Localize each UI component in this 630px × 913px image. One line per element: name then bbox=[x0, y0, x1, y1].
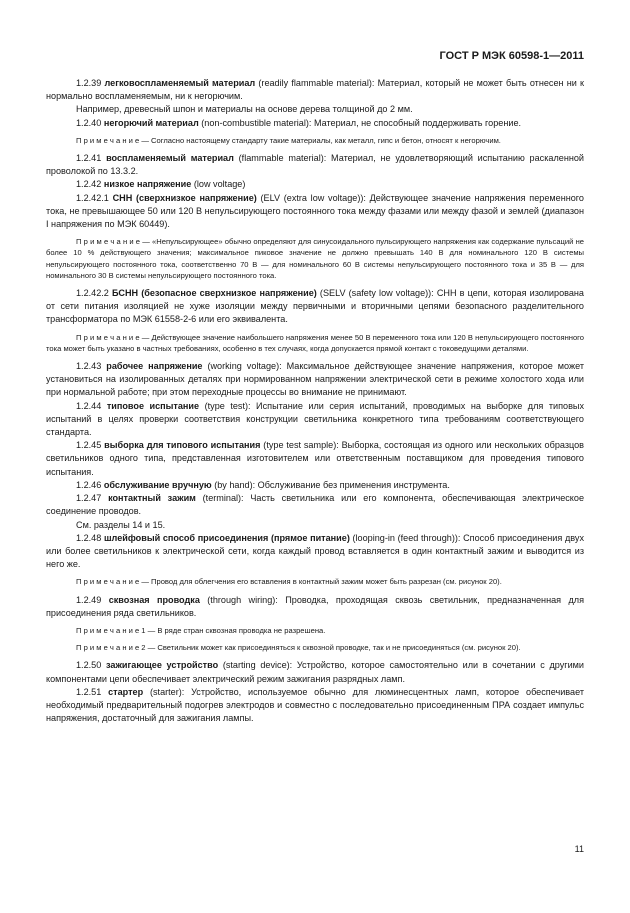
note-paragraph bbox=[46, 576, 584, 587]
clause-number: 1.2.42.2 bbox=[76, 288, 109, 299]
definition-text: (non-combustible material): Материал, не способный поддерживать горение. bbox=[198, 117, 522, 128]
definition-text: (starter): Устройство, используемое обычно для люминесцентных ламп, которое обеспечивает необходимый предварительный подогрев электродов и совместно с последовательно присоединенным ПРА создает импульс напряжения, достаточный для зажигания лампы. bbox=[46, 686, 584, 724]
definition-paragraph bbox=[46, 519, 584, 532]
note-paragraph bbox=[46, 135, 584, 146]
definition-text: Например, древесный шпон и материалы на основе дерева толщиной до 2 мм. bbox=[76, 104, 413, 115]
clause-number: 1.2.44 bbox=[76, 400, 102, 411]
term: обслуживание вручную bbox=[103, 479, 212, 490]
note-text: — «Непульсирующее» обычно определяют для синусоидального пульсирующего напряжения как содержание пульсаций не более 10 % действующего значения; максимальное пиковое значение не должно превышать 140 В для номинального 120 В системы непульсирующего постоянного тока, соответственно 70 В — для номинального 60 В системы непульсирующего постоянного тока и 35 В — для номинального 30 В системы непульсирующего постоянного тока. bbox=[46, 237, 584, 280]
definition-text: (terminal): Часть светильника или его компонента, обеспечивающая электрическое соединение проводов. bbox=[46, 493, 584, 517]
definition-paragraph bbox=[46, 439, 584, 479]
clause-number: 1.2.39 bbox=[76, 78, 102, 88]
term: БСНН (безопасное сверхнизкое напряжение) bbox=[112, 288, 317, 299]
clause-number: 1.2.46 bbox=[76, 479, 102, 490]
clause-number: 1.2.41 bbox=[76, 153, 102, 164]
term: негорючий материал bbox=[103, 117, 199, 128]
note-label: П р и м е ч а н и е bbox=[76, 332, 140, 342]
definition-text: (through wiring): Проводка, проходящая сквозь светильник, предназначенная для присоединения ряда светильников. bbox=[46, 594, 585, 618]
definition-paragraph bbox=[46, 152, 584, 178]
definition-text: (working voltage): Максимальное действующее значение напряжения, которое может установиться на изолированных деталях при нормированном напряжении электрической сети в режиме холостого хода или при нормальной работе; при этом переходные процессы во внимание не принимают. bbox=[46, 361, 585, 398]
note-text: — Светильник может как присоединяться к сквозной проводке, так и не присоединяться (см. рисунок 20). bbox=[145, 643, 521, 653]
definition-paragraph bbox=[46, 287, 584, 327]
clause-number: 1.2.45 bbox=[76, 440, 102, 451]
definition-paragraph bbox=[46, 77, 584, 103]
definition-text: (type test sample): Выборка, состоящая из одного или нескольких образцов светильников одного типа, представленная изготовителем или ответственным поставщиком для проведения типового испытания. bbox=[46, 440, 585, 477]
term: выборка для типового испытания bbox=[104, 440, 261, 451]
clause-number: 1.2.42.1 bbox=[76, 192, 109, 203]
definition-text: (SELV (safety low voltage)): СНН в цепи, которая изолирована от сети питания изоляцией не хуже изоляции между первичными и вторичными цепями безопасного разделительного трансформатора по МЭК 61558-2-6 или его эквивалента. bbox=[46, 288, 584, 325]
document-standard-header: ГОСТ Р МЭК 60598-1—2011 bbox=[439, 50, 584, 62]
clause-number: 1.2.40 bbox=[76, 117, 102, 128]
term: воспламеняемый материал bbox=[106, 153, 234, 164]
definition-paragraph bbox=[46, 479, 584, 492]
clause-number: 1.2.42 bbox=[76, 179, 102, 190]
note-label: П р и м е ч а н и е 2 bbox=[76, 643, 146, 653]
definition-paragraph bbox=[46, 532, 584, 572]
term: низкое напряжение bbox=[103, 179, 192, 190]
note-label: П р и м е ч а н и е bbox=[76, 237, 141, 247]
definition-paragraph bbox=[46, 178, 584, 191]
clause-number: 1.2.43 bbox=[76, 361, 102, 372]
note-paragraph bbox=[46, 642, 584, 653]
note-paragraph bbox=[46, 332, 584, 354]
definition-paragraph bbox=[46, 492, 584, 518]
definition-text: См. разделы 14 и 15. bbox=[76, 519, 166, 530]
clause-number: 1.2.50 bbox=[76, 660, 102, 671]
note-label: П р и м е ч а н и е bbox=[76, 577, 140, 587]
definition-text: (ELV (extra low voltage)): Действующее значение напряжения переменного тока, не превышающее 50 или 120 В непульсирующего постоянного тока между фазами или между фазой и землей (диапазон I напряжения по МЭК 60449). bbox=[46, 192, 584, 230]
note-paragraph bbox=[46, 236, 584, 281]
note-label: П р и м е ч а н и е 1 bbox=[76, 625, 146, 635]
page-number: 11 bbox=[574, 844, 584, 854]
definition-text: (readily flammable material): Материал, который не может быть отнесен ни к нормально воспламеняемым, ни к негорючим. bbox=[46, 78, 584, 102]
definition-paragraph bbox=[46, 117, 584, 130]
term: контактный зажим bbox=[108, 493, 196, 504]
term: зажигающее устройство bbox=[105, 660, 219, 671]
term: стартер bbox=[108, 686, 144, 697]
definition-paragraph bbox=[46, 659, 584, 685]
note-text: — Провод для облегчения его вставления в контактный зажим может быть разрезан (см. рисунок 20). bbox=[139, 577, 502, 587]
definition-text: (looping-in (feed through)): Способ присоединения двух или более светильников к электрической сети, когда каждый провод вставляется в один контактный зажим и выводится из него же. bbox=[46, 532, 584, 570]
definition-text: (low voltage) bbox=[191, 179, 246, 190]
note-text: — Согласно настоящему стандарту такие материалы, как металл, гипс и бетон, относят к негорючим. bbox=[139, 135, 501, 145]
note-text: — Действующее значение наибольшего напряжения менее 50 В переменного тока или 120 В непульсирующего постоянного тока может быть указано в частных требованиях, особенно в тех случаях, когда допускается прямой контакт с токоведущими деталями. bbox=[46, 332, 585, 353]
clause-number: 1.2.51 bbox=[76, 686, 102, 697]
definition-text: (type test): Испытание или серия испытаний, проводимых на выборке для типовых испытаний в целях проверки соответствия конструкции светильника конкретного типа требованиям соответствующего стандарта. bbox=[46, 400, 584, 438]
term: сквозная проводка bbox=[108, 594, 200, 605]
definition-text: (by hand): Обслуживание без применения инструмента. bbox=[211, 479, 450, 490]
note-label: П р и м е ч а н и е bbox=[76, 135, 140, 145]
term: типовое испытание bbox=[106, 400, 200, 411]
definition-text: (starting device): Устройство, которое самостоятельно или в сочетании с другими компонентами цепи обеспечивает электрический режим зажигания разрядных ламп. bbox=[46, 660, 585, 684]
definition-paragraph bbox=[46, 103, 584, 116]
definition-text: (flammable material): Материал, не удовлетворяющий испытанию раскаленной проволокой по 13.3.2. bbox=[46, 153, 584, 177]
clause-number: 1.2.49 bbox=[76, 594, 102, 605]
document-body bbox=[46, 77, 584, 725]
definition-paragraph bbox=[46, 686, 584, 726]
definition-paragraph bbox=[46, 594, 584, 620]
clause-number: 1.2.47 bbox=[76, 493, 102, 504]
definition-paragraph bbox=[46, 360, 584, 400]
definition-paragraph bbox=[46, 400, 584, 440]
note-paragraph bbox=[46, 625, 584, 636]
definition-paragraph bbox=[46, 192, 584, 232]
clause-number: 1.2.48 bbox=[76, 532, 102, 543]
term: шлейфовый способ присоединения (прямое питание) bbox=[103, 532, 350, 543]
term: рабочее напряжение bbox=[106, 361, 203, 372]
term: СНН (сверхнизкое напряжение) bbox=[112, 192, 257, 203]
term: легковоспламеняемый материал bbox=[104, 78, 256, 88]
note-text: — В ряде стран сквозная проводка не разрешена. bbox=[145, 625, 326, 635]
